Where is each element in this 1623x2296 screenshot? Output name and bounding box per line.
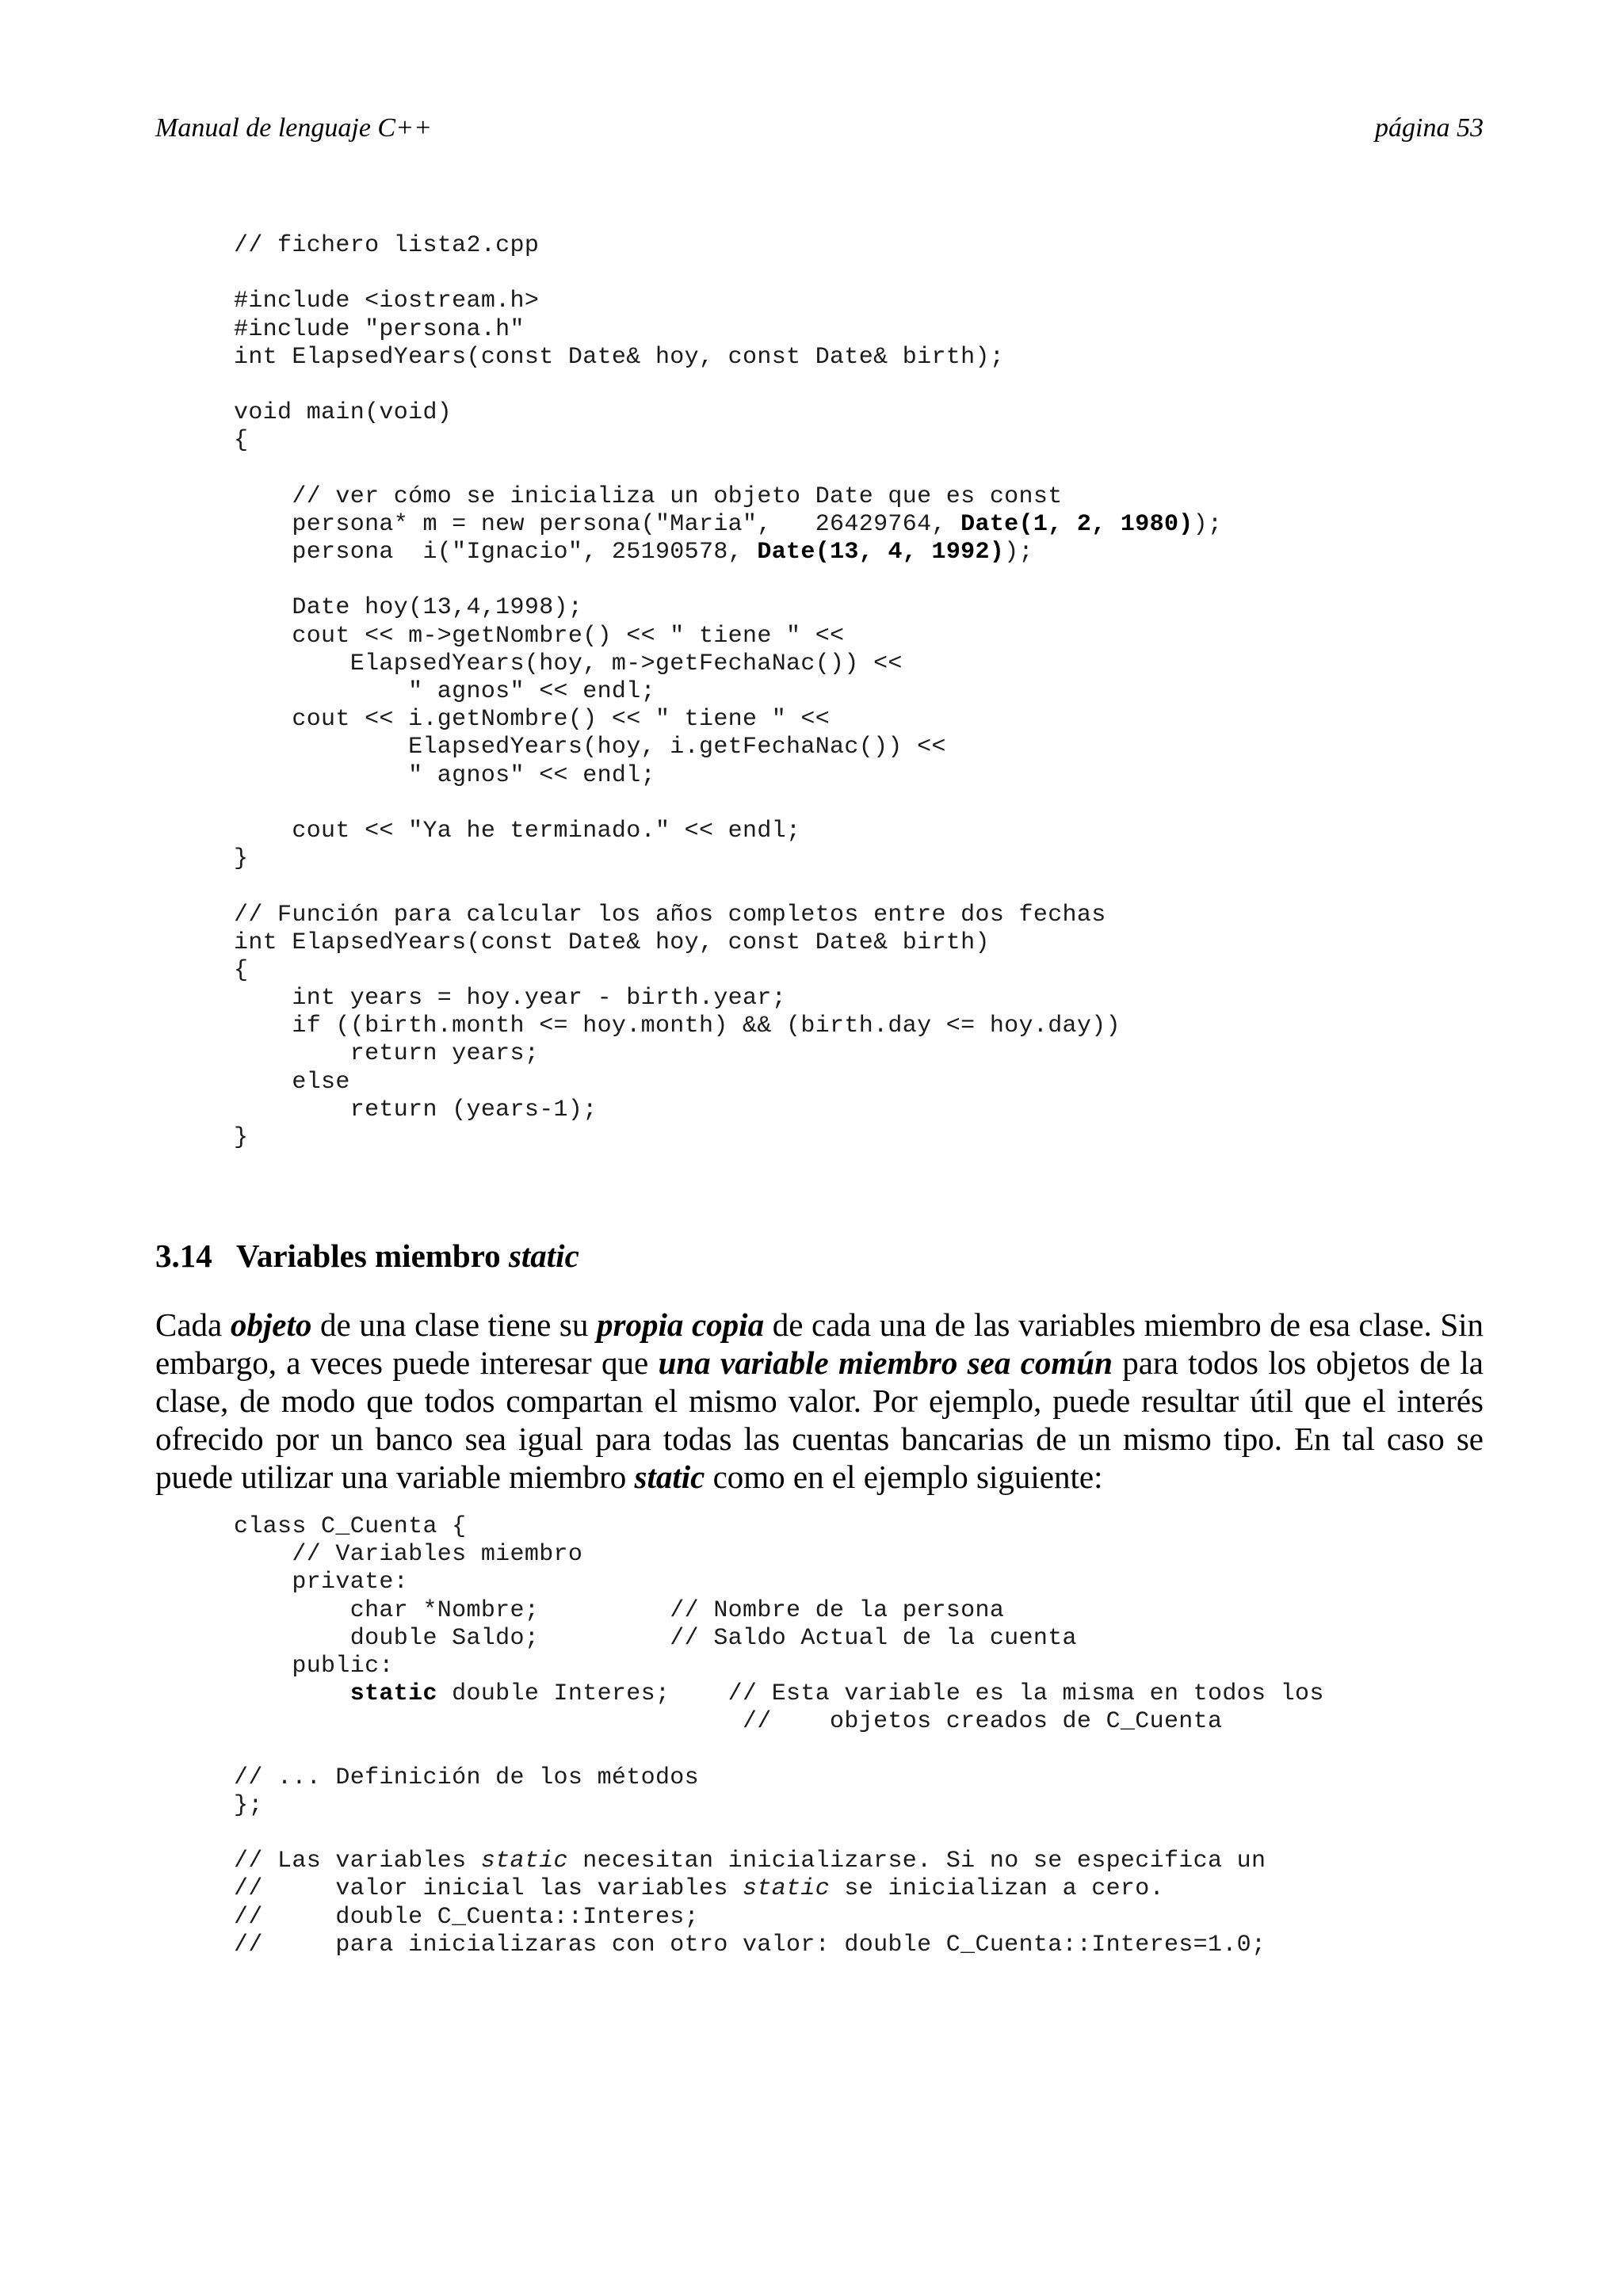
code-line bbox=[234, 1932, 1324, 1959]
code-italic-segment: static bbox=[480, 1848, 568, 1875]
code-line bbox=[234, 539, 1222, 566]
code-line bbox=[234, 650, 1222, 678]
code-line bbox=[234, 1680, 1324, 1708]
code-line bbox=[234, 845, 1222, 873]
emphasis-text: objeto bbox=[230, 1306, 312, 1343]
code-line bbox=[234, 790, 1222, 818]
code-line bbox=[234, 818, 1222, 845]
code-segment: int ElapsedYears(const Date& hoy, const Date& birth) bbox=[234, 929, 990, 956]
code-line bbox=[234, 762, 1222, 790]
code-segment: void main(void) bbox=[234, 399, 453, 427]
code-segment: public: bbox=[234, 1652, 394, 1680]
code-segment: { bbox=[234, 427, 249, 455]
code-segment: char *Nombre; // Nombre de la persona bbox=[234, 1596, 1005, 1624]
code-segment: // ver cómo se inicializa un objeto Date que es const bbox=[234, 482, 1063, 510]
code-line bbox=[234, 1848, 1324, 1875]
paragraph-text: Cada bbox=[155, 1306, 231, 1343]
code-line bbox=[234, 316, 1222, 344]
code-line bbox=[234, 427, 1222, 455]
code-segment: double Interes; // Esta variable es la misma en todos los bbox=[437, 1680, 1324, 1708]
code-segment: { bbox=[234, 956, 249, 984]
code-segment: persona i("Ignacio", 25190578, bbox=[234, 539, 758, 566]
code-line bbox=[234, 1737, 1324, 1764]
code-bold-segment: Date(13, 4, 1992) bbox=[757, 539, 1005, 566]
body-paragraph bbox=[155, 1306, 1484, 1496]
code-segment: necesitan inicializarse. Si no se especifica un bbox=[567, 1848, 1266, 1875]
code-segment: // para inicializaras con otro valor: double C_Cuenta::Interes=1.0; bbox=[234, 1931, 1266, 1958]
code-segment bbox=[234, 1680, 350, 1707]
code-line bbox=[234, 706, 1222, 734]
code-line bbox=[234, 1764, 1324, 1792]
code-line bbox=[234, 1124, 1222, 1152]
running-header-title: Manual de lenguaje C++ bbox=[155, 113, 432, 143]
code-segment: ElapsedYears(hoy, m->getFechaNac()) << bbox=[234, 650, 903, 677]
code-segment: class C_Cuenta { bbox=[234, 1513, 467, 1540]
code-line bbox=[234, 344, 1222, 372]
code-line bbox=[234, 985, 1222, 1013]
code-segment: return (years-1); bbox=[234, 1096, 598, 1123]
code-line bbox=[234, 1875, 1324, 1903]
code-segment: }; bbox=[234, 1791, 263, 1819]
code-segment: persona* m = new persona("Maria", 26429764, bbox=[234, 510, 961, 538]
emphasis-text: propia copia bbox=[597, 1306, 765, 1343]
code-segment: if ((birth.month <= hoy.month) && (birth.day <= hoy.day)) bbox=[234, 1013, 1121, 1040]
code-segment: Date hoy(13,4,1998); bbox=[234, 594, 583, 622]
code-line bbox=[234, 902, 1222, 929]
code-segment: ); bbox=[1193, 510, 1223, 538]
code-line bbox=[234, 678, 1222, 706]
code-segment: ElapsedYears(hoy, i.getFechaNac()) << bbox=[234, 734, 946, 761]
code-line bbox=[234, 399, 1222, 427]
code-segment: // fichero lista2.cpp bbox=[234, 232, 540, 259]
emphasis bbox=[231, 1306, 311, 1343]
code-segment: // double C_Cuenta::Interes; bbox=[234, 1903, 699, 1931]
emphasis-text: static bbox=[634, 1459, 705, 1495]
section-title-emph: static bbox=[508, 1238, 579, 1274]
code-line bbox=[234, 1597, 1324, 1625]
emphasis-text: una variable miembro sea común bbox=[658, 1344, 1113, 1381]
code-segment: // Variables miembro bbox=[234, 1541, 583, 1569]
code-segment: #include <iostream.h> bbox=[234, 288, 540, 315]
code-line bbox=[234, 1097, 1222, 1124]
code-segment: double Saldo; // Saldo Actual de la cuenta bbox=[234, 1624, 1077, 1652]
code-segment: private: bbox=[234, 1569, 409, 1596]
code-line bbox=[234, 929, 1222, 957]
code-line bbox=[234, 232, 1222, 260]
paragraph-text: de cada una de las variables miembro de esa clase. Sin embargo, a veces puede interesar que bbox=[155, 1306, 1484, 1381]
code-segment: " agnos" << endl; bbox=[234, 761, 655, 789]
code-segment: int years = hoy.year - birth.year; bbox=[234, 985, 787, 1013]
code-segment: return years; bbox=[234, 1040, 540, 1068]
code-line bbox=[234, 594, 1222, 622]
code-line bbox=[234, 1541, 1324, 1569]
code-line bbox=[234, 288, 1222, 315]
code-line bbox=[234, 483, 1222, 511]
code-line bbox=[234, 1653, 1324, 1680]
code-segment: cout << "Ya he terminado." << endl; bbox=[234, 817, 801, 845]
paragraph-text: como en el ejemplo siguiente: bbox=[705, 1459, 1103, 1495]
code-line bbox=[234, 260, 1222, 288]
code-segment: } bbox=[234, 845, 249, 873]
code-line bbox=[234, 1513, 1324, 1541]
code-segment: else bbox=[234, 1068, 350, 1096]
code-line bbox=[234, 957, 1222, 985]
code-line bbox=[234, 511, 1222, 539]
code-segment: // valor inicial las variables bbox=[234, 1875, 743, 1903]
code-segment: " agnos" << endl; bbox=[234, 678, 655, 705]
section-heading bbox=[155, 1236, 579, 1276]
code-line bbox=[234, 372, 1222, 399]
code-line bbox=[234, 566, 1222, 594]
code-segment: int ElapsedYears(const Date& hoy, const Date& birth); bbox=[234, 343, 1005, 371]
emphasis bbox=[659, 1344, 1113, 1381]
section-number: 3.14 bbox=[155, 1238, 212, 1274]
code-line bbox=[234, 1040, 1222, 1068]
section-title: Variables miembro bbox=[236, 1238, 509, 1274]
code-segment: } bbox=[234, 1124, 249, 1151]
code-line bbox=[234, 1625, 1324, 1653]
paragraph-text: de una clase tiene su bbox=[311, 1306, 598, 1343]
code-line bbox=[234, 1792, 1324, 1820]
code-line bbox=[234, 1569, 1324, 1596]
emphasis bbox=[635, 1459, 705, 1495]
code-line bbox=[234, 1013, 1222, 1040]
paragraph-text: para todos los objetos de la clase, de modo que todos compartan el mismo valor. Por ejemplo, puede resultar útil que el interés ofrecido por un banco sea igual para todas las cuentas bancarias de un mismo tipo. En tal caso se puede utilizar una variable miembro bbox=[155, 1344, 1484, 1495]
code-segment: cout << m->getNombre() << " tiene " << bbox=[234, 622, 845, 650]
code-bold-segment: static bbox=[349, 1680, 437, 1708]
code-segment: // objetos creados de C_Cuenta bbox=[234, 1708, 1223, 1736]
code-line bbox=[234, 734, 1222, 761]
code-bold-segment: Date(1, 2, 1980) bbox=[960, 510, 1193, 538]
code-segment: ); bbox=[1004, 539, 1033, 566]
code-segment: // Función para calcular los años completos entre dos fechas bbox=[234, 901, 1106, 929]
code-line bbox=[234, 1820, 1324, 1848]
code-line bbox=[234, 456, 1222, 483]
code-segment: cout << i.getNombre() << " tiene " << bbox=[234, 706, 831, 734]
code-segment: // Las variables bbox=[234, 1848, 481, 1875]
page-number: página 53 bbox=[1375, 113, 1484, 143]
code-segment: // ... Definición de los métodos bbox=[234, 1764, 699, 1791]
code-line bbox=[234, 873, 1222, 901]
emphasis bbox=[597, 1306, 764, 1343]
code-line bbox=[234, 1708, 1324, 1736]
code-italic-segment: static bbox=[743, 1875, 831, 1903]
code-line bbox=[234, 1069, 1222, 1097]
code-line bbox=[234, 623, 1222, 650]
code-segment: #include "persona.h" bbox=[234, 315, 525, 343]
code-block-c-cuenta bbox=[234, 1513, 1324, 1959]
code-block-lista2 bbox=[234, 232, 1222, 1152]
code-line bbox=[234, 1904, 1324, 1932]
code-segment: se inicializan a cero. bbox=[830, 1875, 1164, 1903]
